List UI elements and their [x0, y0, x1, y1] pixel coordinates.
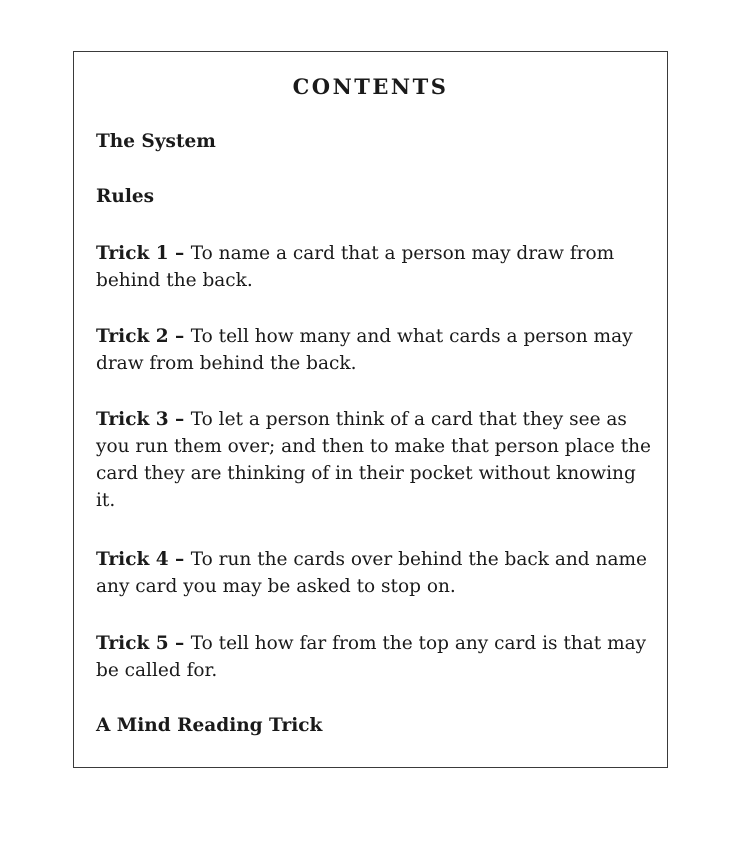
entry-trick-1 — [96, 240, 652, 294]
entry-heading: Trick 2 — [96, 326, 169, 347]
entry-dash: – — [168, 409, 191, 430]
entry-heading: Trick 4 — [96, 549, 169, 570]
entry-trick-4 — [96, 546, 652, 600]
entry-description: To name a card that a person may draw from behind the back. — [96, 243, 615, 291]
entry-heading: Trick 1 — [96, 243, 169, 264]
entry-trick-3 — [96, 406, 652, 514]
entry-mind-reading-trick — [96, 712, 652, 739]
entry-rules — [96, 183, 652, 210]
entry-dash: – — [168, 549, 191, 570]
entry-the-system — [96, 128, 652, 155]
entry-trick-5 — [96, 630, 652, 684]
entry-description: To tell how far from the top any card is that may be called for. — [96, 633, 647, 681]
entry-dash: – — [168, 633, 191, 654]
entry-description: To tell how many and what cards a person may draw from behind the back. — [96, 326, 633, 374]
entry-description: To let a person think of a card that they see as you run them over; and then to make that person place the card they are thinking of in their pocket without knowing it. — [96, 409, 652, 511]
contents-title: CONTENTS — [292, 74, 449, 99]
entry-trick-2 — [96, 323, 652, 377]
entry-heading: A Mind Reading Trick — [96, 715, 323, 736]
entry-heading: The System — [96, 131, 216, 152]
entry-description: To run the cards over behind the back and name any card you may be asked to stop on. — [96, 549, 647, 597]
entry-heading: Trick 3 — [96, 409, 169, 430]
entry-heading: Rules — [96, 186, 155, 207]
entry-dash: – — [168, 243, 191, 264]
entry-heading: Trick 5 — [96, 633, 169, 654]
contents-box — [73, 51, 668, 768]
entry-dash: – — [168, 326, 191, 347]
